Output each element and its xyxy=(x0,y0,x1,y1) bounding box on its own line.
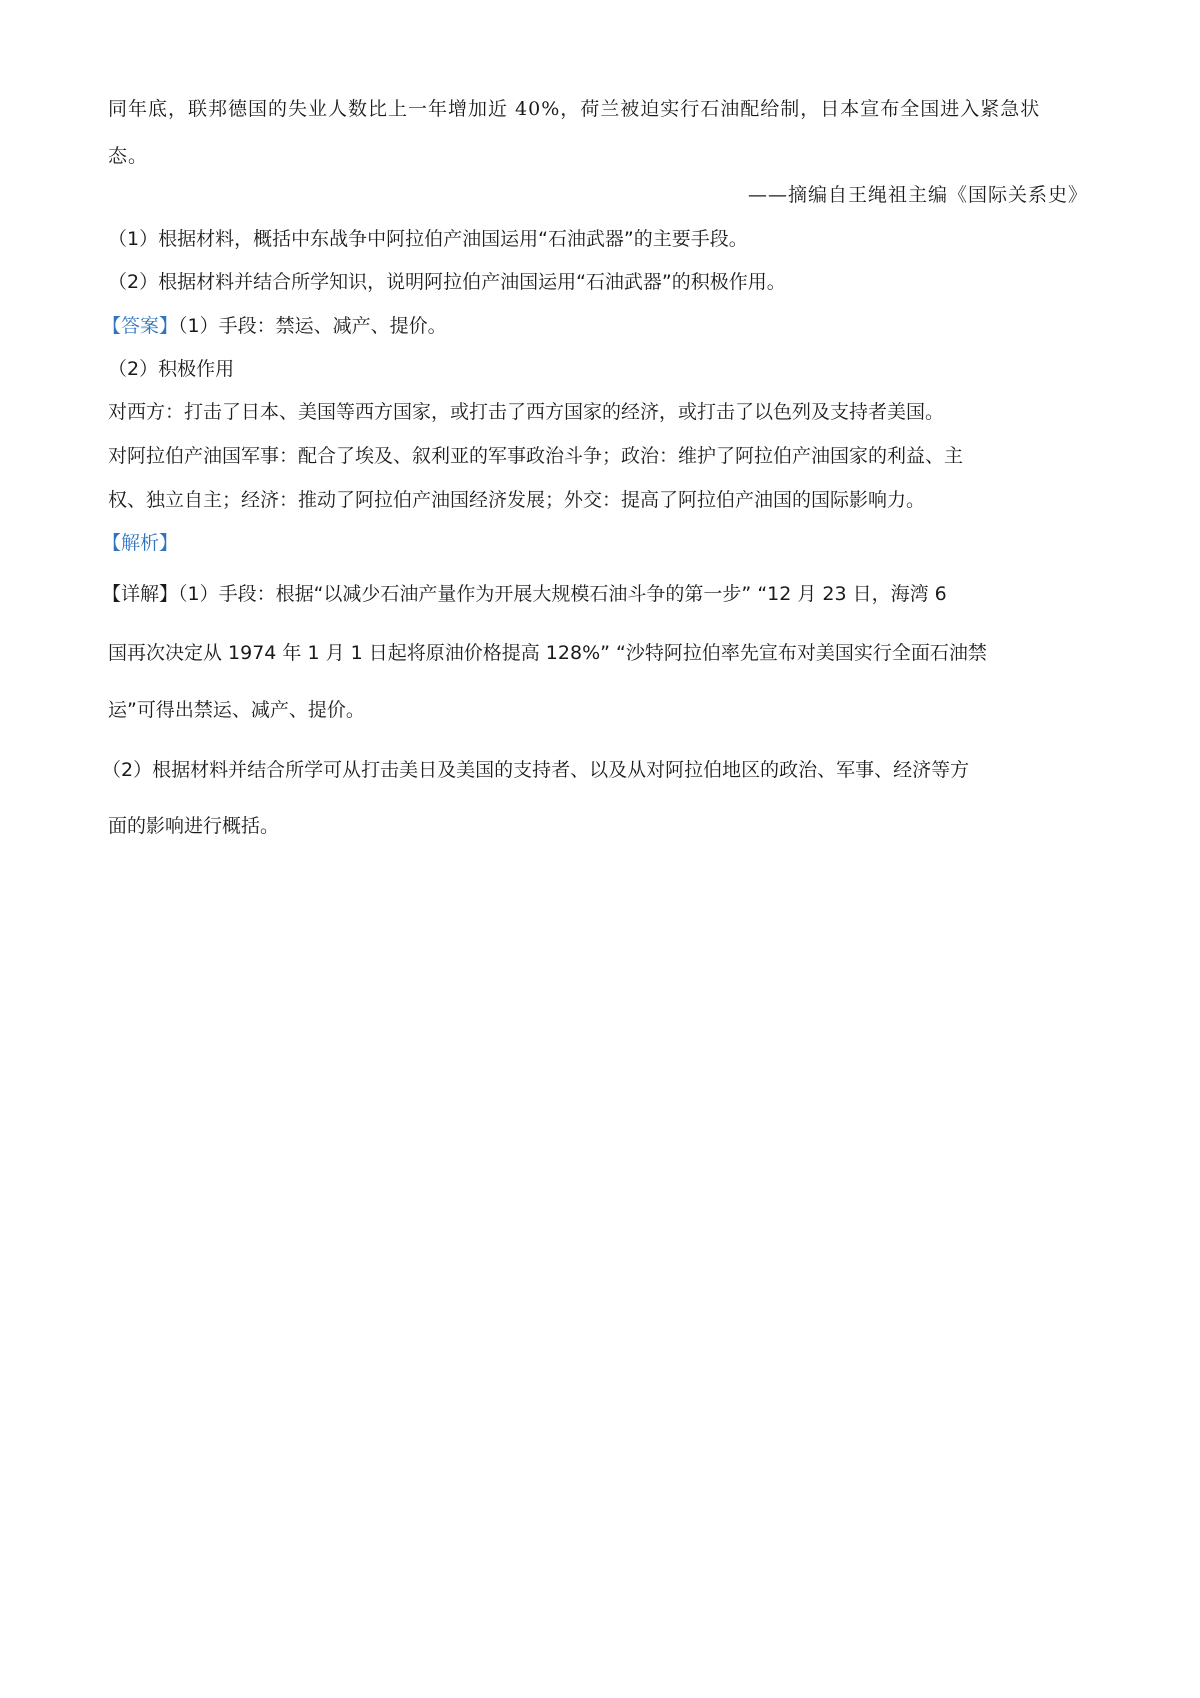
answer-part-1: （1）手段：禁运、减产、提价。 xyxy=(178,315,447,337)
answer-arab-effect-line-1: 对阿拉伯产油国军事：配合了埃及、叙利亚的军事政治斗争；政治：维护了阿拉伯产油国家的利益、主 xyxy=(108,445,964,467)
analysis-detail-2-line-2: 面的影响进行概括。 xyxy=(108,815,280,837)
answer-line xyxy=(102,313,447,339)
question-2: （2）根据材料并结合所学知识，说明阿拉伯产油国运用“石油武器”的积极作用。 xyxy=(108,271,786,293)
answer-label: 【答案】 xyxy=(102,315,179,337)
answer-west-effect: 对西方：打击了日本、美国等西方国家，或打击了西方国家的经济，或打击了以色列及支持者美国。 xyxy=(108,401,945,423)
material-text-line-1: 同年底，联邦德国的失业人数比上一年增加近 40%，荷兰被迫实行石油配给制，日本宣布全国进入紧急状 xyxy=(108,98,1041,120)
material-text-line-2: 态。 xyxy=(108,145,149,167)
analysis-label: 【解析】 xyxy=(102,532,179,554)
answer-arab-effect-line-2: 权、独立自主；经济：推动了阿拉伯产油国经济发展；外交：提高了阿拉伯产油国的国际影响力。 xyxy=(108,489,926,511)
question-1: （1）根据材料，概括中东战争中阿拉伯产油国运用“石油武器”的主要手段。 xyxy=(108,228,748,250)
analysis-detail-1-line-1: 【详解】（1）手段：根据“以减少石油产量作为开展大规模石油斗争的第一步” “12 月 23 日，海湾 6 xyxy=(102,583,947,605)
analysis-detail-1-line-3: 运”可得出禁运、减产、提价。 xyxy=(108,699,365,721)
material-source: ——摘编自王绳祖主编《国际关系史》 xyxy=(747,184,1088,206)
answer-part-2-title: （2）积极作用 xyxy=(108,358,235,380)
analysis-detail-1-line-2: 国再次决定从 1974 年 1 月 1 日起将原油价格提高 128%” “沙特阿拉伯率先宣布对美国实行全面石油禁 xyxy=(108,642,987,664)
analysis-detail-2-line-1: （2）根据材料并结合所学可从打击美日及美国的支持者、以及从对阿拉伯地区的政治、军事、经济等方 xyxy=(102,759,970,781)
